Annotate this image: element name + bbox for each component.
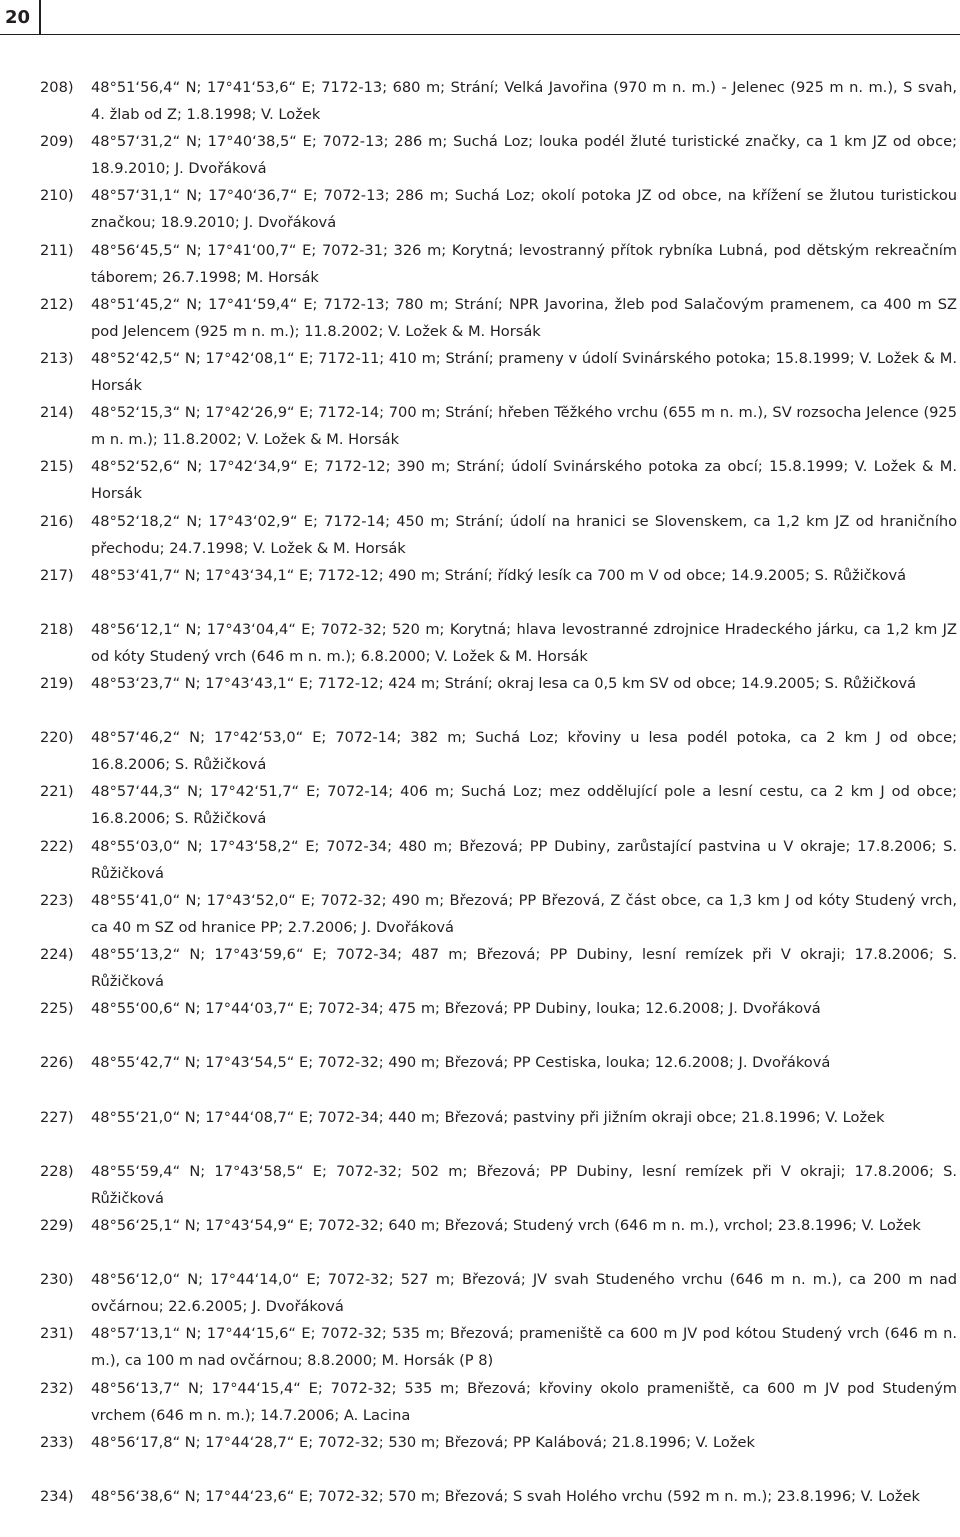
record-item <box>40 616 957 670</box>
record-number: 224) <box>40 946 74 963</box>
record-number: 225) <box>40 1000 74 1018</box>
record-number: 215) <box>40 458 74 476</box>
record-number: 217) <box>40 566 74 584</box>
record-text: 48°56‘12,1“ N; 17°43‘04,4“ E; 7072-32; 520 m; Korytná; hlava levostranné zdrojnice Hradeckého járku, ca 1,2 km JZ od kóty Studený vrch (646 m n. m.); 6.8.2000; V. Ložek & M. Horsák <box>91 620 957 665</box>
page-header <box>0 0 960 38</box>
record-item <box>40 562 957 616</box>
record-item <box>40 941 957 995</box>
record-number: 228) <box>40 1162 74 1180</box>
record-text: 48°55‘21,0“ N; 17°44‘08,7“ E; 7072-34; 440 m; Březová; pastviny při jižním okraji obce; 21.8.1996; V. Ložek <box>91 1108 885 1126</box>
record-item <box>40 74 957 128</box>
record-number: 234) <box>40 1487 74 1505</box>
record-number: 218) <box>40 620 74 638</box>
record-item <box>40 453 957 507</box>
record-item <box>40 128 957 182</box>
record-text: 48°57‘31,1“ N; 17°40‘36,7“ E; 7072-13; 286 m; Suchá Loz; okolí potoka JZ od obce, na křížení se žlutou turistickou značkou; 18.9.2010; J. Dvořáková <box>91 187 957 232</box>
record-number: 223) <box>40 891 74 909</box>
record-number: 227) <box>40 1108 74 1126</box>
record-item <box>40 1483 957 1537</box>
record-text: 48°57‘13,1“ N; 17°44‘15,6“ E; 7072-32; 535 m; Březová; prameniště ca 600 m JV pod kótou Studený vrch (646 m n. m.), ca 100 m nad ovčárnou; 8.8.2000; M. Horsák (P 8) <box>91 1325 957 1370</box>
record-list <box>40 74 957 1537</box>
record-item <box>40 1104 957 1158</box>
record-number: 231) <box>40 1325 74 1343</box>
record-text: 48°55‘42,7“ N; 17°43‘54,5“ E; 7072-32; 490 m; Březová; PP Cestiska, louka; 12.6.2008; J. Dvořáková <box>91 1054 831 1072</box>
record-text: 48°53‘41,7“ N; 17°43‘34,1“ E; 7172-12; 490 m; Strání; řídký lesík ca 700 m V od obce; 14.9.2005; S. Růžičková <box>91 566 907 584</box>
record-text: 48°57‘31,2“ N; 17°40‘38,5“ E; 7072-13; 286 m; Suchá Loz; louka podél žluté turistické značky, ca 1 km JZ od obce; 18.9.2010; J. Dvořáková <box>91 133 957 178</box>
header-divider-vertical <box>39 0 41 34</box>
record-text: 48°55‘59,4“ N; 17°43‘58,5“ E; 7072-32; 502 m; Březová; PP Dubiny, lesní remízek při V okraji; 17.8.2006; S. Růžičková <box>91 1162 957 1207</box>
record-item <box>40 724 957 778</box>
record-text: 48°53‘23,7“ N; 17°43‘43,1“ E; 7172-12; 424 m; Strání; okraj lesa ca 0,5 km SV od obce; 14.9.2005; S. Růžičková <box>91 675 917 693</box>
record-number: 210) <box>40 187 74 205</box>
record-number: 214) <box>40 404 74 422</box>
record-number: 222) <box>40 837 74 855</box>
record-item <box>40 1266 957 1320</box>
page-number: 20 <box>5 7 31 28</box>
record-text: 48°56‘13,7“ N; 17°44‘15,4“ E; 7072-32; 535 m; Březová; křoviny okolo prameniště, ca 600 m JV pod Studeným vrchem (646 m n. m.); 14.7.2006; A. Lacina <box>91 1379 957 1424</box>
record-item <box>40 995 957 1049</box>
record-item <box>40 1158 957 1212</box>
record-number: 212) <box>40 295 74 313</box>
record-text: 48°56‘45,5“ N; 17°41‘00,7“ E; 7072-31; 326 m; Korytná; levostranný přítok rybníka Lubná, pod dětským rekreačním táborem; 26.7.1998; M. Horsák <box>91 241 957 286</box>
record-item <box>40 670 957 724</box>
record-text: 48°52‘42,5“ N; 17°42‘08,1“ E; 7172-11; 410 m; Strání; prameny v údolí Svinárského potoka; 15.8.1999; V. Ložek & M. Horsák <box>91 349 957 394</box>
record-text: 48°52‘52,6“ N; 17°42‘34,9“ E; 7172-12; 390 m; Strání; údolí Svinárského potoka za obcí; 15.8.1999; V. Ložek & M. Horsák <box>91 458 957 503</box>
record-text: 48°56‘25,1“ N; 17°43‘54,9“ E; 7072-32; 640 m; Březová; Studený vrch (646 m n. m.), vrchol; 23.8.1996; V. Ložek <box>91 1216 921 1234</box>
record-text: 48°52‘18,2“ N; 17°43‘02,9“ E; 7172-14; 450 m; Strání; údolí na hranici se Slovenskem, ca 1,2 km JZ od hraničního přechodu; 24.7.1998; V. Ložek & M. Horsák <box>91 512 957 557</box>
record-text: 48°51‘45,2“ N; 17°41‘59,4“ E; 7172-13; 780 m; Strání; NPR Javorina, žleb pod Salačovým pramenem, ca 400 m SZ pod Jelencem (925 m n. m.); 11.8.2002; V. Ložek & M. Horsák <box>91 295 957 340</box>
record-item <box>40 1212 957 1266</box>
record-text: 48°57‘44,3“ N; 17°42‘51,7“ E; 7072-14; 406 m; Suchá Loz; mez oddělující pole a lesní cestu, ca 2 km J od obce; 16.8.2006; S. Růžičková <box>91 783 957 828</box>
record-number: 230) <box>40 1271 74 1289</box>
record-number: 233) <box>40 1433 74 1451</box>
record-number: 221) <box>40 783 74 801</box>
record-number: 220) <box>40 729 74 747</box>
record-number: 209) <box>40 133 74 151</box>
record-text: 48°55‘00,6“ N; 17°44‘03,7“ E; 7072-34; 475 m; Březová; PP Dubiny, louka; 12.6.2008; J. Dvořáková <box>91 1000 821 1018</box>
record-item <box>40 399 957 453</box>
record-item <box>40 1375 957 1429</box>
record-item <box>40 237 957 291</box>
record-number: 229) <box>40 1216 74 1234</box>
record-item <box>40 887 957 941</box>
record-item <box>40 182 957 236</box>
record-number: 211) <box>40 241 74 259</box>
record-item <box>40 833 957 887</box>
record-text: 48°51‘56,4“ N; 17°41‘53,6“ E; 7172-13; 680 m; Strání; Velká Javořina (970 m n. m.) - Jelenec (925 m n. m.), S svah, 4. žlab od Z; 1.8.1998; V. Ložek <box>91 79 957 123</box>
header-divider-horizontal <box>0 34 960 35</box>
record-text: 48°56‘38,6“ N; 17°44‘23,6“ E; 7072-32; 570 m; Březová; S svah Holého vrchu (592 m n. m.); 23.8.1996; V. Ložek <box>91 1487 920 1505</box>
record-number: 219) <box>40 675 74 693</box>
record-item <box>40 291 957 345</box>
record-number: 216) <box>40 512 74 530</box>
record-item <box>40 1049 957 1103</box>
record-item <box>40 345 957 399</box>
record-item <box>40 508 957 562</box>
record-text: 48°57‘46,2“ N; 17°42‘53,0“ E; 7072-14; 382 m; Suchá Loz; křoviny u lesa podél potoka, ca 2 km J od obce; 16.8.2006; S. Růžičková <box>91 729 957 774</box>
record-item <box>40 1320 957 1374</box>
record-text: 48°56‘17,8“ N; 17°44‘28,7“ E; 7072-32; 530 m; Březová; PP Kalábová; 21.8.1996; V. Ložek <box>91 1433 755 1451</box>
record-number: 208) <box>40 79 74 96</box>
record-text: 48°55‘13,2“ N; 17°43‘59,6“ E; 7072-34; 487 m; Březová; PP Dubiny, lesní remízek při V okraji; 17.8.2006; S. Růžičková <box>91 946 957 990</box>
record-item <box>40 1429 957 1483</box>
record-number: 213) <box>40 349 74 367</box>
record-number: 226) <box>40 1054 74 1072</box>
record-text: 48°55‘03,0“ N; 17°43‘58,2“ E; 7072-34; 480 m; Březová; PP Dubiny, zarůstající pastvina u V okraje; 17.8.2006; S. Růžičková <box>91 837 957 882</box>
record-text: 48°56‘12,0“ N; 17°44‘14,0“ E; 7072-32; 527 m; Březová; JV svah Studeného vrchu (646 m n. m.), ca 200 m nad ovčárnou; 22.6.2005; J. Dvořáková <box>91 1271 957 1316</box>
record-text: 48°55‘41,0“ N; 17°43‘52,0“ E; 7072-32; 490 m; Březová; PP Březová, Z část obce, ca 1,3 km J od kóty Studený vrch, ca 40 m SZ od hranice PP; 2.7.2006; J. Dvořáková <box>91 891 957 936</box>
record-item <box>40 778 957 832</box>
record-number: 232) <box>40 1379 74 1397</box>
record-text: 48°52‘15,3“ N; 17°42‘26,9“ E; 7172-14; 700 m; Strání; hřeben Těžkého vrchu (655 m n. m.), SV rozsocha Jelence (925 m n. m.); 11.8.2002; V. Ložek & M. Horsák <box>91 404 957 449</box>
